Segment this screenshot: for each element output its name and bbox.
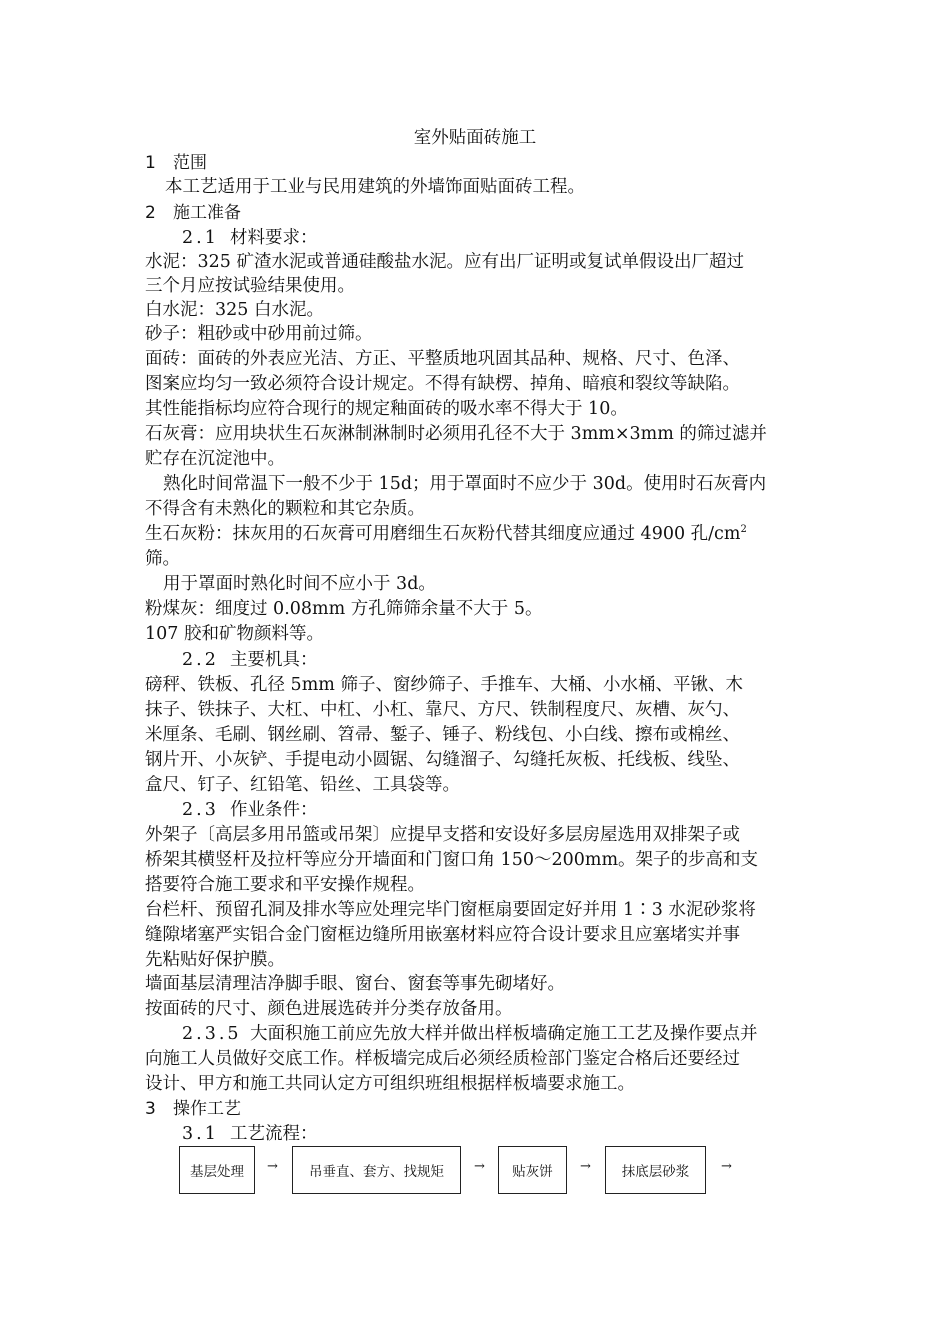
paragraph-line [145,522,747,546]
paragraph-line: 水泥：325 矿渣水泥或普通硅酸盐水泥。应有出厂证明或复试单假设出厂超过 [145,252,744,272]
subsection-2-3-heading [182,798,318,822]
paragraph-line: 图案应均匀一致必须符合设计规定。不得有缺楞、掉角、暗痕和裂纹等缺陷。 [145,374,740,394]
superscript: 2 [740,524,747,535]
flow-arrow-icon: → [580,1159,591,1174]
paragraph-line: 面砖：面砖的外表应光洁、方正、平整质地巩固其品种、规格、尺寸、色泽、 [145,349,740,369]
scope-paragraph: 本工艺适用于工业与民用建筑的外墙饰面贴面砖工程。 [165,177,585,197]
section-3-heading [145,1097,241,1121]
flow-step-box: 基层处理 [179,1146,255,1194]
paragraph-line: 先粘贴好保护膜。 [145,950,285,970]
subsection-2-1-heading [182,226,318,250]
section-number: 2 [145,203,156,223]
paragraph-line: 白水泥：325 白水泥。 [145,300,324,320]
paragraph-line: 米厘条、毛刷、钢丝刷、笤帚、錾子、锤子、粉线包、小白线、擦布或棉丝、 [145,725,740,745]
paragraph-line: 设计、甲方和施工共同认定方可组织班组根据样板墙要求施工。 [145,1074,635,1094]
section-number: 1 [145,153,156,173]
subsection-3-1-heading [182,1122,318,1146]
section-number: 3 [145,1099,156,1119]
subsection-number: 3.1 [182,1124,219,1144]
paragraph-line: 桥架其横竖杆及拉杆等应分开墙面和门窗口角 150～200mm。架子的步高和支 [145,850,759,870]
flow-arrow-icon: → [267,1159,278,1174]
subsection-title: 材料要求： [230,228,318,248]
flow-step-box: 贴灰饼 [498,1146,567,1194]
flow-arrow-icon: → [474,1159,485,1174]
paragraph-line: 外架子〔高层多用吊篮或吊架〕应提早支搭和安设好多层房屋选用双排架子或 [145,825,740,845]
subsection-title: 作业条件： [230,800,318,820]
paragraph-line: 107 胶和矿物颜料等。 [145,624,324,644]
subsection-title: 主要机具： [230,650,318,670]
subsection-number: 2.2 [182,650,219,670]
paragraph-line: 筛。 [145,549,180,569]
paragraph-line: 搭要符合施工要求和平安操作规程。 [145,875,425,895]
paragraph-line: 石灰膏：应用块状生石灰淋制淋制时必须用孔径不大于 3mm×3mm 的筛过滤并 [145,424,767,444]
subsection-title: 工艺流程： [230,1124,318,1144]
paragraph-line: 贮存在沉淀池中。 [145,449,285,469]
flow-step-box: 吊垂直、套方、找规矩 [292,1146,461,1194]
paragraph-line: 缝隙堵塞严实铝合金门窗框边缝所用嵌塞材料应符合设计要求且应塞堵实并事 [145,925,740,945]
flow-step-box: 抹底层砂浆 [605,1146,706,1194]
paragraph-line: 钢片开、小灰铲、手提电动小圆锯、勾缝溜子、勾缝托灰板、托线板、线坠、 [145,750,740,770]
section-1-heading [145,151,207,175]
paragraph-line: 其性能指标均应符合现行的规定釉面砖的吸水率不得大于 10。 [145,399,628,419]
section-2-heading [145,201,241,225]
paragraph-line: 熟化时间常温下一般不少于 15d；用于罩面时不应少于 30d。使用时石灰膏内 [163,474,767,494]
paragraph-line: 按面砖的尺寸、颜色进展选砖并分类存放备用。 [145,999,513,1019]
subsection-text: 大面积施工前应先放大样并做出样板墙确定施工工艺及操作要点并 [250,1024,758,1044]
paragraph-line: 磅秤、铁板、孔径 5mm 筛子、窗纱筛子、手推车、大桶、小水桶、平锹、木 [145,675,743,695]
subsection-2-2-heading [182,648,318,672]
section-title: 操作工艺 [173,1099,241,1119]
paragraph-line: 砂子：粗砂或中砂用前过筛。 [145,324,373,344]
paragraph-line: 三个月应按试验结果使用。 [145,276,355,296]
paragraph-line: 抹子、铁抹子、大杠、中杠、小杠、靠尺、方尺、铁制程度尺、灰槽、灰勺、 [145,700,740,720]
paragraph-line: 墙面基层清理洁净脚手眼、窗台、窗套等事先砌堵好。 [145,974,565,994]
paragraph-line: 用于罩面时熟化时间不应小于 3d。 [163,574,436,594]
section-title: 施工准备 [173,203,241,223]
subsection-number: 2.3.5 [182,1024,242,1044]
paragraph-line: 向施工人员做好交底工作。样板墙完成后必须经质检部门鉴定合格后还要经过 [145,1049,740,1069]
subsection-number: 2.1 [182,228,219,248]
flow-arrow-icon: → [721,1159,732,1174]
paragraph-line: 不得含有未熟化的颗粒和其它杂质。 [145,499,425,519]
lime-powder-text: 生石灰粉：抹灰用的石灰膏可用磨细生石灰粉代替其细度应通过 4900 孔/cm [145,524,741,544]
paragraph-line: 台栏杆、预留孔洞及排水等应处理完毕门窗框扇要固定好并用 1∶3 水泥砂浆将 [145,900,756,920]
document-title: 室外贴面砖施工 [413,128,537,148]
subsection-2-3-5-line [182,1022,758,1046]
paragraph-line: 盒尺、钉子、红铅笔、铅丝、工具袋等。 [145,775,460,795]
subsection-number: 2.3 [182,800,219,820]
section-title: 范围 [173,153,207,173]
paragraph-line: 粉煤灰：细度过 0.08mm 方孔筛筛余量不大于 5。 [145,599,543,619]
